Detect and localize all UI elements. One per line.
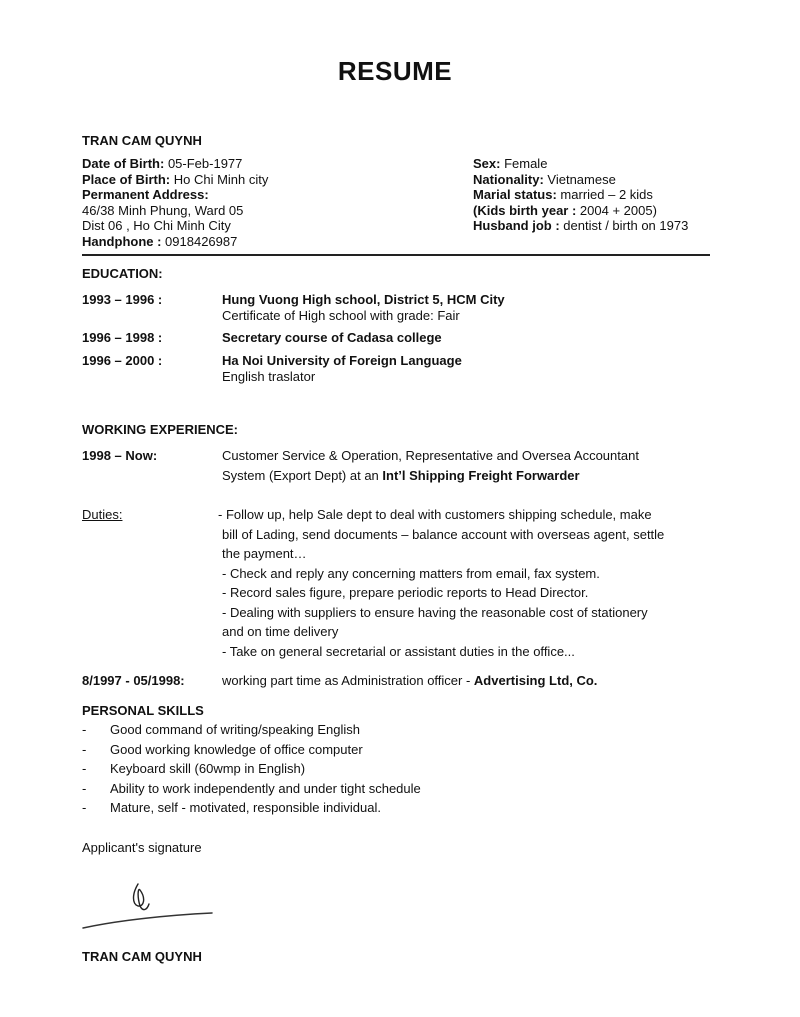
skill-text: Ability to work independently and under tight schedule: [110, 780, 421, 796]
husband-row: [473, 218, 688, 234]
section-divider: [82, 254, 710, 256]
duties-label: Duties:: [82, 507, 123, 522]
job2-row: [222, 673, 597, 689]
education-school: Ha Noi University of Foreign Language: [222, 353, 462, 368]
duty-line: - Take on general secretarial or assistant duties in the office...: [222, 643, 575, 659]
skill-text: Keyboard skill (60wmp in English): [110, 761, 306, 776]
sex-value: Female: [500, 156, 548, 171]
nationality-label: Nationality:: [473, 171, 544, 187]
skill-item: [82, 759, 305, 779]
page-title: RESUME: [337, 56, 453, 86]
job1-description-line-2: [222, 466, 580, 486]
skill-item: [82, 740, 363, 760]
job2-period: 8/1997 - 05/1998:: [82, 673, 185, 688]
nationality-value: Vietnamese: [543, 171, 616, 187]
job1-period: 1998 – Now:: [82, 448, 158, 463]
job1-line2-text: System (Export Dept) at an: [222, 467, 383, 483]
nationality-row: [473, 172, 616, 188]
pob-value: Ho Chi Minh city: [170, 171, 269, 187]
address-line-2: Dist 06 , Ho Chi Minh City: [82, 218, 231, 233]
duty-line: - Record sales figure, prepare periodic reports to Head Director.: [222, 585, 589, 600]
skill-text: Good command of writing/speaking English: [110, 722, 361, 737]
kids-value: 2004 + 2005): [576, 202, 657, 218]
signature-label: Applicant's signature: [82, 840, 202, 855]
husband-value: dentist / birth on 1973: [559, 218, 689, 233]
duties-list: [218, 505, 698, 661]
duty-line: - Check and reply any concerning matters from email, fax system.: [222, 565, 600, 581]
experience-heading: WORKING EXPERIENCE:: [82, 422, 239, 437]
dob-value: 05-Feb-1977: [164, 156, 243, 171]
skill-text: Mature, self - motivated, responsible individual.: [110, 800, 381, 815]
duty-line: the payment…: [222, 546, 307, 561]
education-period: 1996 – 2000 :: [82, 353, 163, 368]
skill-bullet: -: [82, 800, 87, 815]
phone-label: Handphone :: [82, 233, 162, 249]
marital-row: [473, 187, 653, 203]
kids-label: (Kids birth year :: [473, 202, 577, 218]
skill-bullet: -: [82, 780, 87, 796]
pob-row: [82, 172, 268, 188]
handwritten-signature: [80, 860, 220, 935]
skills-heading: PERSONAL SKILLS: [82, 703, 204, 718]
sex-label: Sex:: [473, 156, 501, 171]
sex-row: [473, 156, 547, 172]
education-detail: English traslator: [222, 368, 316, 384]
job2-description: working part time as Administration officer -: [222, 673, 474, 688]
skill-bullet: -: [82, 722, 87, 737]
marital-label: Marial status:: [473, 187, 557, 202]
duty-line: and on time delivery: [222, 624, 339, 639]
dob-label: Date of Birth:: [82, 156, 165, 171]
signature-name: TRAN CAM QUYNH: [82, 949, 202, 964]
job1-description-line-1: Customer Service & Operation, Representative and Oversea Accountant: [222, 448, 639, 463]
dob-row: [82, 156, 242, 172]
skill-item: [82, 720, 360, 740]
job1-company: Int’l Shipping Freight Forwarder: [382, 467, 580, 483]
skill-item: [82, 798, 381, 818]
pob-label: Place of Birth:: [82, 171, 171, 187]
skill-bullet: -: [82, 741, 87, 757]
skill-item: [82, 779, 421, 799]
skill-text: Good working knowledge of office computer: [110, 741, 363, 757]
duty-line: bill of Lading, send documents – balance account with overseas agent, settle: [222, 526, 665, 542]
education-period: 1993 – 1996 :: [82, 292, 163, 307]
duty-line: - Follow up, help Sale dept to deal with customers shipping schedule, make: [218, 507, 652, 522]
education-school: Hung Vuong High school, District 5, HCM City: [222, 292, 505, 307]
marital-value: married – 2 kids: [556, 187, 653, 202]
skill-bullet: -: [82, 761, 87, 776]
education-heading: EDUCATION:: [82, 266, 163, 281]
education-period: 1996 – 1998 :: [82, 330, 163, 345]
applicant-name: TRAN CAM QUYNH: [82, 133, 202, 148]
phone-row: [82, 234, 237, 250]
address-line-1: 46/38 Minh Phung, Ward 05: [82, 202, 244, 218]
husband-label: Husband job :: [473, 218, 560, 233]
education-detail: Certificate of High school with grade: Fair: [222, 307, 460, 323]
kids-row: [473, 203, 657, 219]
duty-line: - Dealing with suppliers to ensure having the reasonable cost of stationery: [222, 604, 648, 620]
phone-value: 0918426987: [161, 233, 238, 249]
job2-company: Advertising Ltd, Co.: [473, 673, 598, 688]
education-school: Secretary course of Cadasa college: [222, 330, 442, 345]
address-label: Permanent Address:: [82, 187, 209, 202]
